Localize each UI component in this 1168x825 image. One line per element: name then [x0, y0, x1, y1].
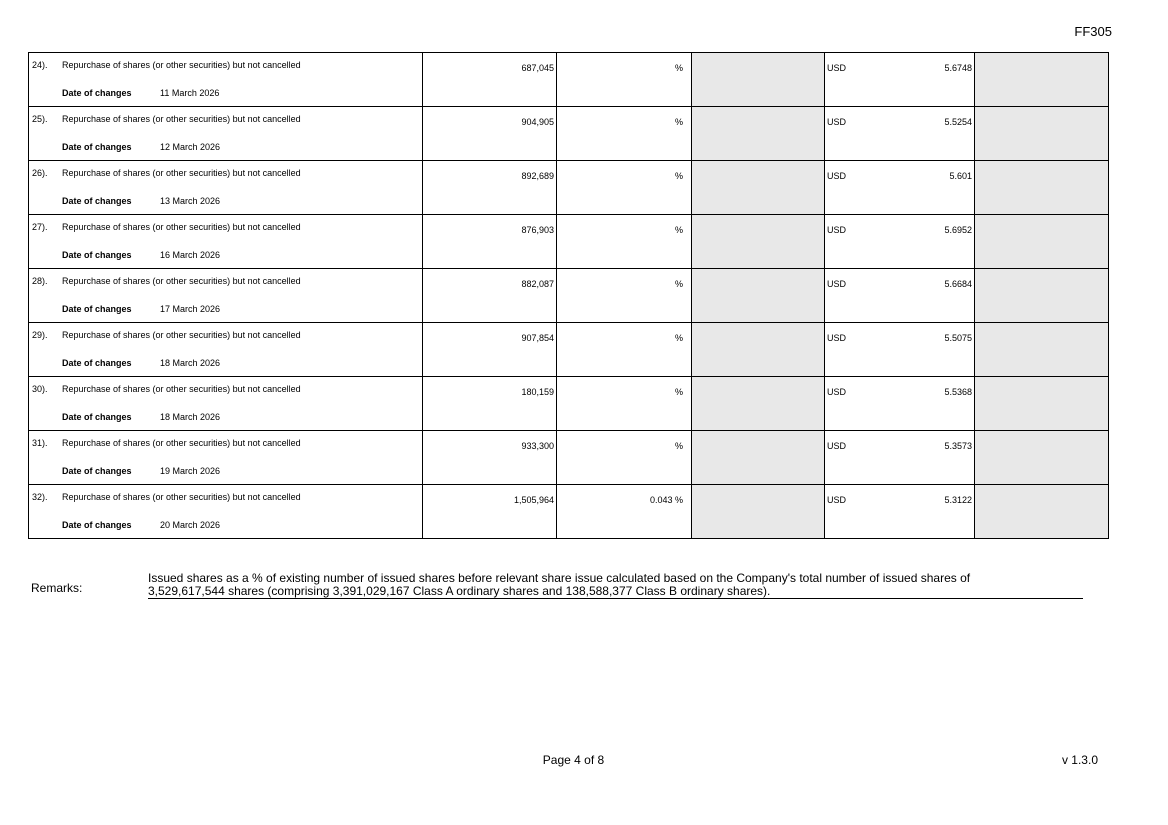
currency: USD: [827, 225, 847, 235]
shaded-cell: [975, 323, 1109, 377]
date-label: Date of changes: [62, 520, 132, 530]
percent-value: %: [674, 441, 683, 451]
shaded-cell: [975, 161, 1109, 215]
number-of-shares: 933,300: [521, 441, 554, 451]
description-cell: [29, 377, 423, 431]
number-of-shares: 876,903: [521, 225, 554, 235]
description-cell: [29, 485, 423, 539]
date-label: Date of changes: [62, 412, 132, 422]
price-cell: [825, 377, 975, 431]
row-index: 32).: [32, 492, 48, 502]
row-index: 24).: [32, 60, 48, 70]
description-cell: [29, 431, 423, 485]
table-row: [29, 161, 1109, 215]
row-description: Repurchase of shares (or other securities) but not cancelled: [62, 60, 301, 70]
row-description: Repurchase of shares (or other securities) but not cancelled: [62, 114, 301, 124]
date-label: Date of changes: [62, 142, 132, 152]
percent-cell: [557, 377, 692, 431]
date-value: 12 March 2026: [160, 142, 221, 152]
percent-cell: [557, 269, 692, 323]
row-description: Repurchase of shares (or other securities) but not cancelled: [62, 384, 301, 394]
shaded-cell: [692, 161, 825, 215]
price-value: 5.3573: [944, 441, 972, 451]
shaded-cell: [975, 485, 1109, 539]
row-description: Repurchase of shares (or other securities) but not cancelled: [62, 168, 301, 178]
remarks-label: Remarks:: [31, 581, 83, 595]
shaded-cell: [975, 377, 1109, 431]
shaded-cell: [692, 377, 825, 431]
date-label: Date of changes: [62, 466, 132, 476]
row-description: Repurchase of shares (or other securities) but not cancelled: [62, 438, 301, 448]
shaded-cell: [692, 53, 825, 107]
description-cell: [29, 161, 423, 215]
number-cell: [423, 323, 557, 377]
shaded-cell: [692, 323, 825, 377]
percent-cell: [557, 161, 692, 215]
number-of-shares: 882,087: [521, 279, 554, 289]
date-value: 13 March 2026: [160, 196, 221, 206]
percent-cell: [557, 431, 692, 485]
table-row: [29, 269, 1109, 323]
date-label: Date of changes: [62, 196, 132, 206]
row-index: 31).: [32, 438, 48, 448]
date-value: 16 March 2026: [160, 250, 221, 260]
row-description: Repurchase of shares (or other securities) but not cancelled: [62, 222, 301, 232]
table-row: [29, 215, 1109, 269]
number-cell: [423, 107, 557, 161]
row-index: 30).: [32, 384, 48, 394]
row-index: 25).: [32, 114, 48, 124]
number-of-shares: 904,905: [521, 117, 554, 127]
currency: USD: [827, 495, 847, 505]
shaded-cell: [692, 269, 825, 323]
currency: USD: [827, 333, 847, 343]
shaded-cell: [975, 107, 1109, 161]
date-value: 20 March 2026: [160, 520, 221, 530]
table-row: [29, 323, 1109, 377]
remarks-text: [148, 572, 1083, 599]
remarks-line-1: Issued shares as a % of existing number of issued shares before relevant share issue calculated based on the Company's total number of issued shares of: [148, 571, 971, 585]
percent-value: %: [674, 387, 683, 397]
percent-cell: [557, 323, 692, 377]
percent-cell: [557, 485, 692, 539]
shaded-cell: [692, 107, 825, 161]
currency: USD: [827, 279, 847, 289]
shaded-cell: [692, 215, 825, 269]
currency: USD: [827, 387, 847, 397]
number-cell: [423, 377, 557, 431]
shaded-cell: [975, 269, 1109, 323]
price-value: 5.601: [949, 171, 972, 181]
date-value: 18 March 2026: [160, 412, 221, 422]
row-description: Repurchase of shares (or other securities) but not cancelled: [62, 492, 301, 502]
date-value: 11 March 2026: [160, 88, 220, 98]
page-number: Page 4 of 8: [542, 753, 605, 767]
date-value: 18 March 2026: [160, 358, 221, 368]
date-label: Date of changes: [62, 88, 132, 98]
percent-value: %: [674, 63, 683, 73]
percent-value: %: [674, 333, 683, 343]
price-cell: [825, 269, 975, 323]
row-index: 29).: [32, 330, 48, 340]
price-cell: [825, 485, 975, 539]
table-row: [29, 485, 1109, 539]
currency: USD: [827, 441, 847, 451]
shaded-cell: [692, 431, 825, 485]
number-cell: [423, 161, 557, 215]
price-value: 5.6684: [944, 279, 972, 289]
currency: USD: [827, 117, 847, 127]
number-of-shares: 1,505,964: [513, 495, 554, 505]
price-value: 5.5254: [944, 117, 972, 127]
repurchase-table: [28, 52, 1109, 539]
version-label: v 1.3.0: [1061, 753, 1098, 767]
form-code: FF305: [1074, 24, 1112, 39]
row-description: Repurchase of shares (or other securities) but not cancelled: [62, 330, 301, 340]
percent-value: 0.043 %: [649, 495, 683, 505]
price-cell: [825, 53, 975, 107]
date-label: Date of changes: [62, 250, 132, 260]
description-cell: [29, 323, 423, 377]
row-index: 27).: [32, 222, 48, 232]
row-description: Repurchase of shares (or other securities) but not cancelled: [62, 276, 301, 286]
percent-cell: [557, 53, 692, 107]
number-of-shares: 907,854: [521, 333, 554, 343]
price-cell: [825, 323, 975, 377]
description-cell: [29, 107, 423, 161]
number-cell: [423, 269, 557, 323]
price-value: 5.5368: [944, 387, 972, 397]
shaded-cell: [975, 53, 1109, 107]
table-row: [29, 107, 1109, 161]
price-value: 5.3122: [944, 495, 972, 505]
number-cell: [423, 431, 557, 485]
percent-value: %: [674, 279, 683, 289]
table-row: [29, 53, 1109, 107]
date-value: 17 March 2026: [160, 304, 221, 314]
shaded-cell: [692, 485, 825, 539]
date-label: Date of changes: [62, 358, 132, 368]
description-cell: [29, 215, 423, 269]
price-value: 5.6748: [944, 63, 972, 73]
currency: USD: [827, 171, 847, 181]
date-label: Date of changes: [62, 304, 132, 314]
number-of-shares: 687,045: [521, 63, 554, 73]
price-cell: [825, 161, 975, 215]
number-of-shares: 180,159: [521, 387, 554, 397]
percent-cell: [557, 107, 692, 161]
percent-value: %: [674, 225, 683, 235]
price-value: 5.5075: [944, 333, 972, 343]
table-row: [29, 431, 1109, 485]
percent-value: %: [674, 171, 683, 181]
percent-cell: [557, 215, 692, 269]
price-cell: [825, 107, 975, 161]
number-cell: [423, 485, 557, 539]
number-cell: [423, 53, 557, 107]
price-cell: [825, 431, 975, 485]
remarks-line-2: 3,529,617,544 shares (comprising 3,391,029,167 Class A ordinary shares and 138,588,377 Class B ordinary shares).: [148, 584, 771, 598]
number-cell: [423, 215, 557, 269]
table-row: [29, 377, 1109, 431]
percent-value: %: [674, 117, 683, 127]
shaded-cell: [975, 431, 1109, 485]
row-index: 26).: [32, 168, 48, 178]
currency: USD: [827, 63, 847, 73]
price-value: 5.6952: [944, 225, 972, 235]
description-cell: [29, 269, 423, 323]
description-cell: [29, 53, 423, 107]
price-cell: [825, 215, 975, 269]
date-value: 19 March 2026: [160, 466, 221, 476]
shaded-cell: [975, 215, 1109, 269]
row-index: 28).: [32, 276, 48, 286]
number-of-shares: 892,689: [521, 171, 554, 181]
